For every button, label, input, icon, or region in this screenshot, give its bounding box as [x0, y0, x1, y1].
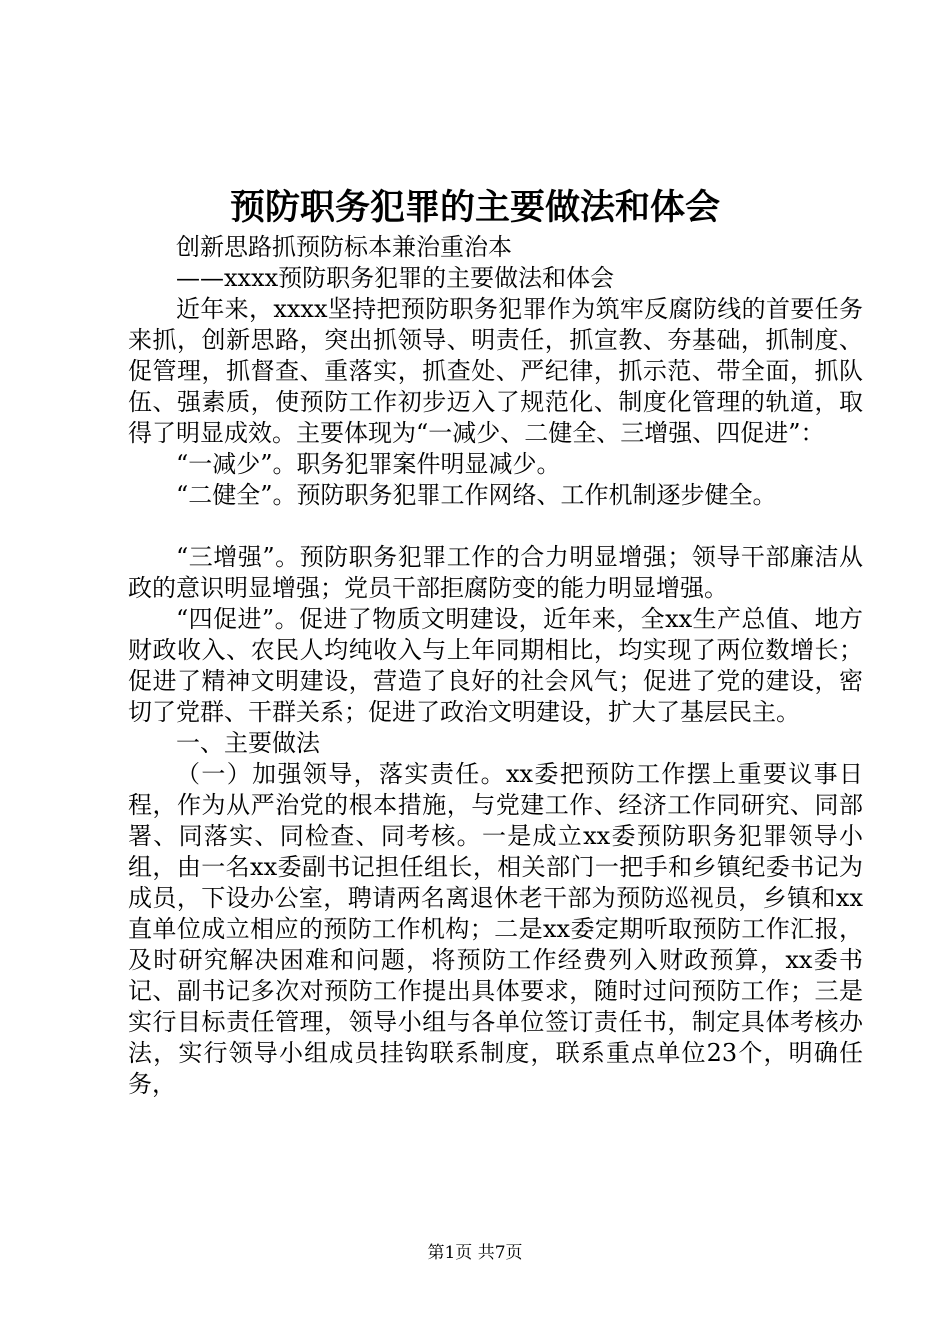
point-three-paragraph: “三增强”。预防职务犯罪工作的合力明显增强；领导干部廉洁从政的意识明显增强；党员干部拒腐防变的能力明显增强。	[128, 543, 863, 602]
section-one-paragraph: （一）加强领导，落实责任。xx委把预防工作摆上重要议事日程，作为从严治党的根本措施，与党建工作、经济工作同研究、同部署、同落实、同检查、同考核。一是成立xx委预防职务犯罪领导小组，由一名xx委副书记担任组长，相关部门一把手和乡镇纪委书记为成员，下设办公室，聘请两名离退休老干部为预防巡视员，乡镇和xx直单位成立相应的预防工作机构；二是xx委定期听取预防工作汇报，及时研究解决困难和问题，将预防工作经费列入财政预算，xx委书记、副书记多次对预防工作提出具体要求，随时过问预防工作；三是实行目标责任管理，领导小组与各单位签订责任书，制定具体考核办法，实行领导小组成员挂钩联系制度，联系重点单位23个，明确任务，	[128, 760, 863, 1098]
subtitle-line: 创新思路抓预防标本兼治重治本	[176, 233, 512, 261]
point-four-paragraph: “四促进”。促进了物质文明建设，近年来，全xx生产总值、地方财政收入、农民人均纯收入与上年同期相比，均实现了两位数增长；促进了精神文明建设，营造了良好的社会风气；促进了党的建设，密切了党群、干群关系；促进了政治文明建设，扩大了基层民主。	[128, 605, 863, 726]
point-one-paragraph: “一减少”。职务犯罪案件明显减少。	[176, 450, 561, 478]
document-body	[128, 232, 863, 1100]
document-title: 预防职务犯罪的主要做法和体会	[229, 187, 720, 228]
intro-paragraph: 近年来，xxxx坚持把预防职务犯罪作为筑牢反腐防线的首要任务来抓，创新思路，突出抓领导、明责任，抓宣教、夯基础，抓制度、促管理，抓督查、重落实，抓查处、严纪律，抓示范、带全面，抓队伍、强素质，使预防工作初步迈入了规范化、制度化管理的轨道，取得了明显成效。主要体现为“一减少、二健全、三增强、四促进”：	[128, 295, 863, 447]
section-heading: 一、主要做法	[176, 729, 320, 757]
point-two-paragraph: “二健全”。预防职务犯罪工作网络、工作机制逐步健全。	[176, 481, 777, 509]
subtitle-dash-line: ——xxxx预防职务犯罪的主要做法和体会	[176, 264, 615, 292]
page-number: 第1页 共7页	[427, 1243, 523, 1263]
